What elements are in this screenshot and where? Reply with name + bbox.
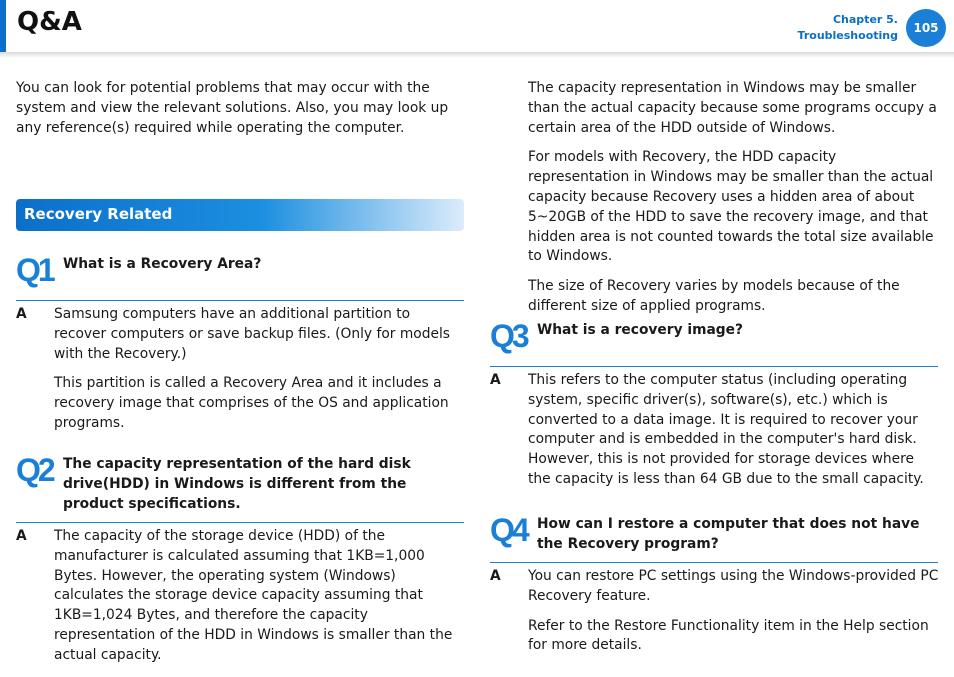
question-text: The capacity representation of the hard disk drive(HDD) in Windows is different from the product specifications. (63, 456, 411, 512)
section-header (16, 199, 464, 231)
question-number: Q4 (490, 512, 527, 548)
answer-label: A (16, 306, 27, 322)
question-divider (16, 522, 464, 523)
chapter-number: Chapter 5. (832, 13, 898, 26)
header-accent-bar (0, 0, 6, 52)
question-divider (490, 366, 938, 367)
answer-label: A (490, 568, 501, 584)
question-block-q1 (16, 252, 464, 300)
question-number: Q1 (16, 252, 53, 288)
answer-paragraph: The capacity representation in Windows may be smaller than the actual capacity because some programs occupy a certain area of the HDD outside of Windows. (528, 80, 937, 136)
question-number: Q2 (16, 452, 53, 488)
page-number-badge: 105 (906, 9, 946, 47)
answer-paragraph: This partition is called a Recovery Area and it includes a recovery image that comprises of the OS and application programs. (54, 375, 449, 431)
answer-paragraph: Refer to the Restore Functionality item in the Help section for more details. (528, 617, 929, 654)
question-divider (490, 562, 938, 563)
answer-paragraph: For models with Recovery, the HDD capacity representation in Windows may be smaller than the actual capacity because Recovery uses a hidden area of about 5~20GB of the HDD to save the recovery image, and that hidden area is not counted towards the total size available to Windows. (528, 149, 934, 265)
answer-paragraph: Samsung computers have an additional partition to recover computers or save backup files. (Only for models with the Recovery.) (54, 306, 450, 362)
question-block-q3 (490, 318, 938, 366)
header-divider (0, 52, 954, 58)
answer-paragraph: This refers to the computer status (including operating system, specific driver(s), software(s), etc.) which is converted to a data image. It is required to recover your computer and is embedded in the computer's hard disk. However, this is not provided for storage devices where the capacity is less than 64 GB due to the small capacity. (528, 372, 924, 487)
answer-paragraph: The size of Recovery varies by models because of the different size of applied programs. (528, 278, 900, 314)
question-block-q4 (490, 512, 938, 562)
answer-label: A (490, 372, 501, 388)
answer-paragraph: The capacity of the storage device (HDD) of the manufacturer is calculated assuming that 1KB=1,000 Bytes. However, the operating system (Windows) calculates the storage device capacity assuming that 1KB=1,024 Bytes, and therefore the capacity representation of the HDD in Windows is smaller than the actual capacity. (54, 528, 453, 663)
question-number: Q3 (490, 318, 527, 354)
intro-paragraph: You can look for potential problems that may occur with the system and view the relevant solutions. Also, you may look up any reference(s) required while operating the computer. (16, 80, 449, 136)
answer-block-q2-continued (528, 79, 940, 317)
chapter-title: Troubleshooting (797, 29, 898, 42)
page-title: Q&A (17, 7, 82, 37)
section-title: Recovery Related (24, 205, 173, 223)
answer-label: A (16, 528, 27, 544)
question-text: What is a recovery image? (537, 322, 744, 338)
answer-paragraph: You can restore PC settings using the Windows-provided PC Recovery feature. (528, 568, 939, 604)
question-divider (16, 300, 464, 301)
question-block-q2 (16, 452, 464, 522)
chapter-label (798, 12, 898, 44)
question-text: What is a Recovery Area? (63, 256, 262, 272)
question-text: How can I restore a computer that does not have the Recovery program? (537, 516, 920, 552)
